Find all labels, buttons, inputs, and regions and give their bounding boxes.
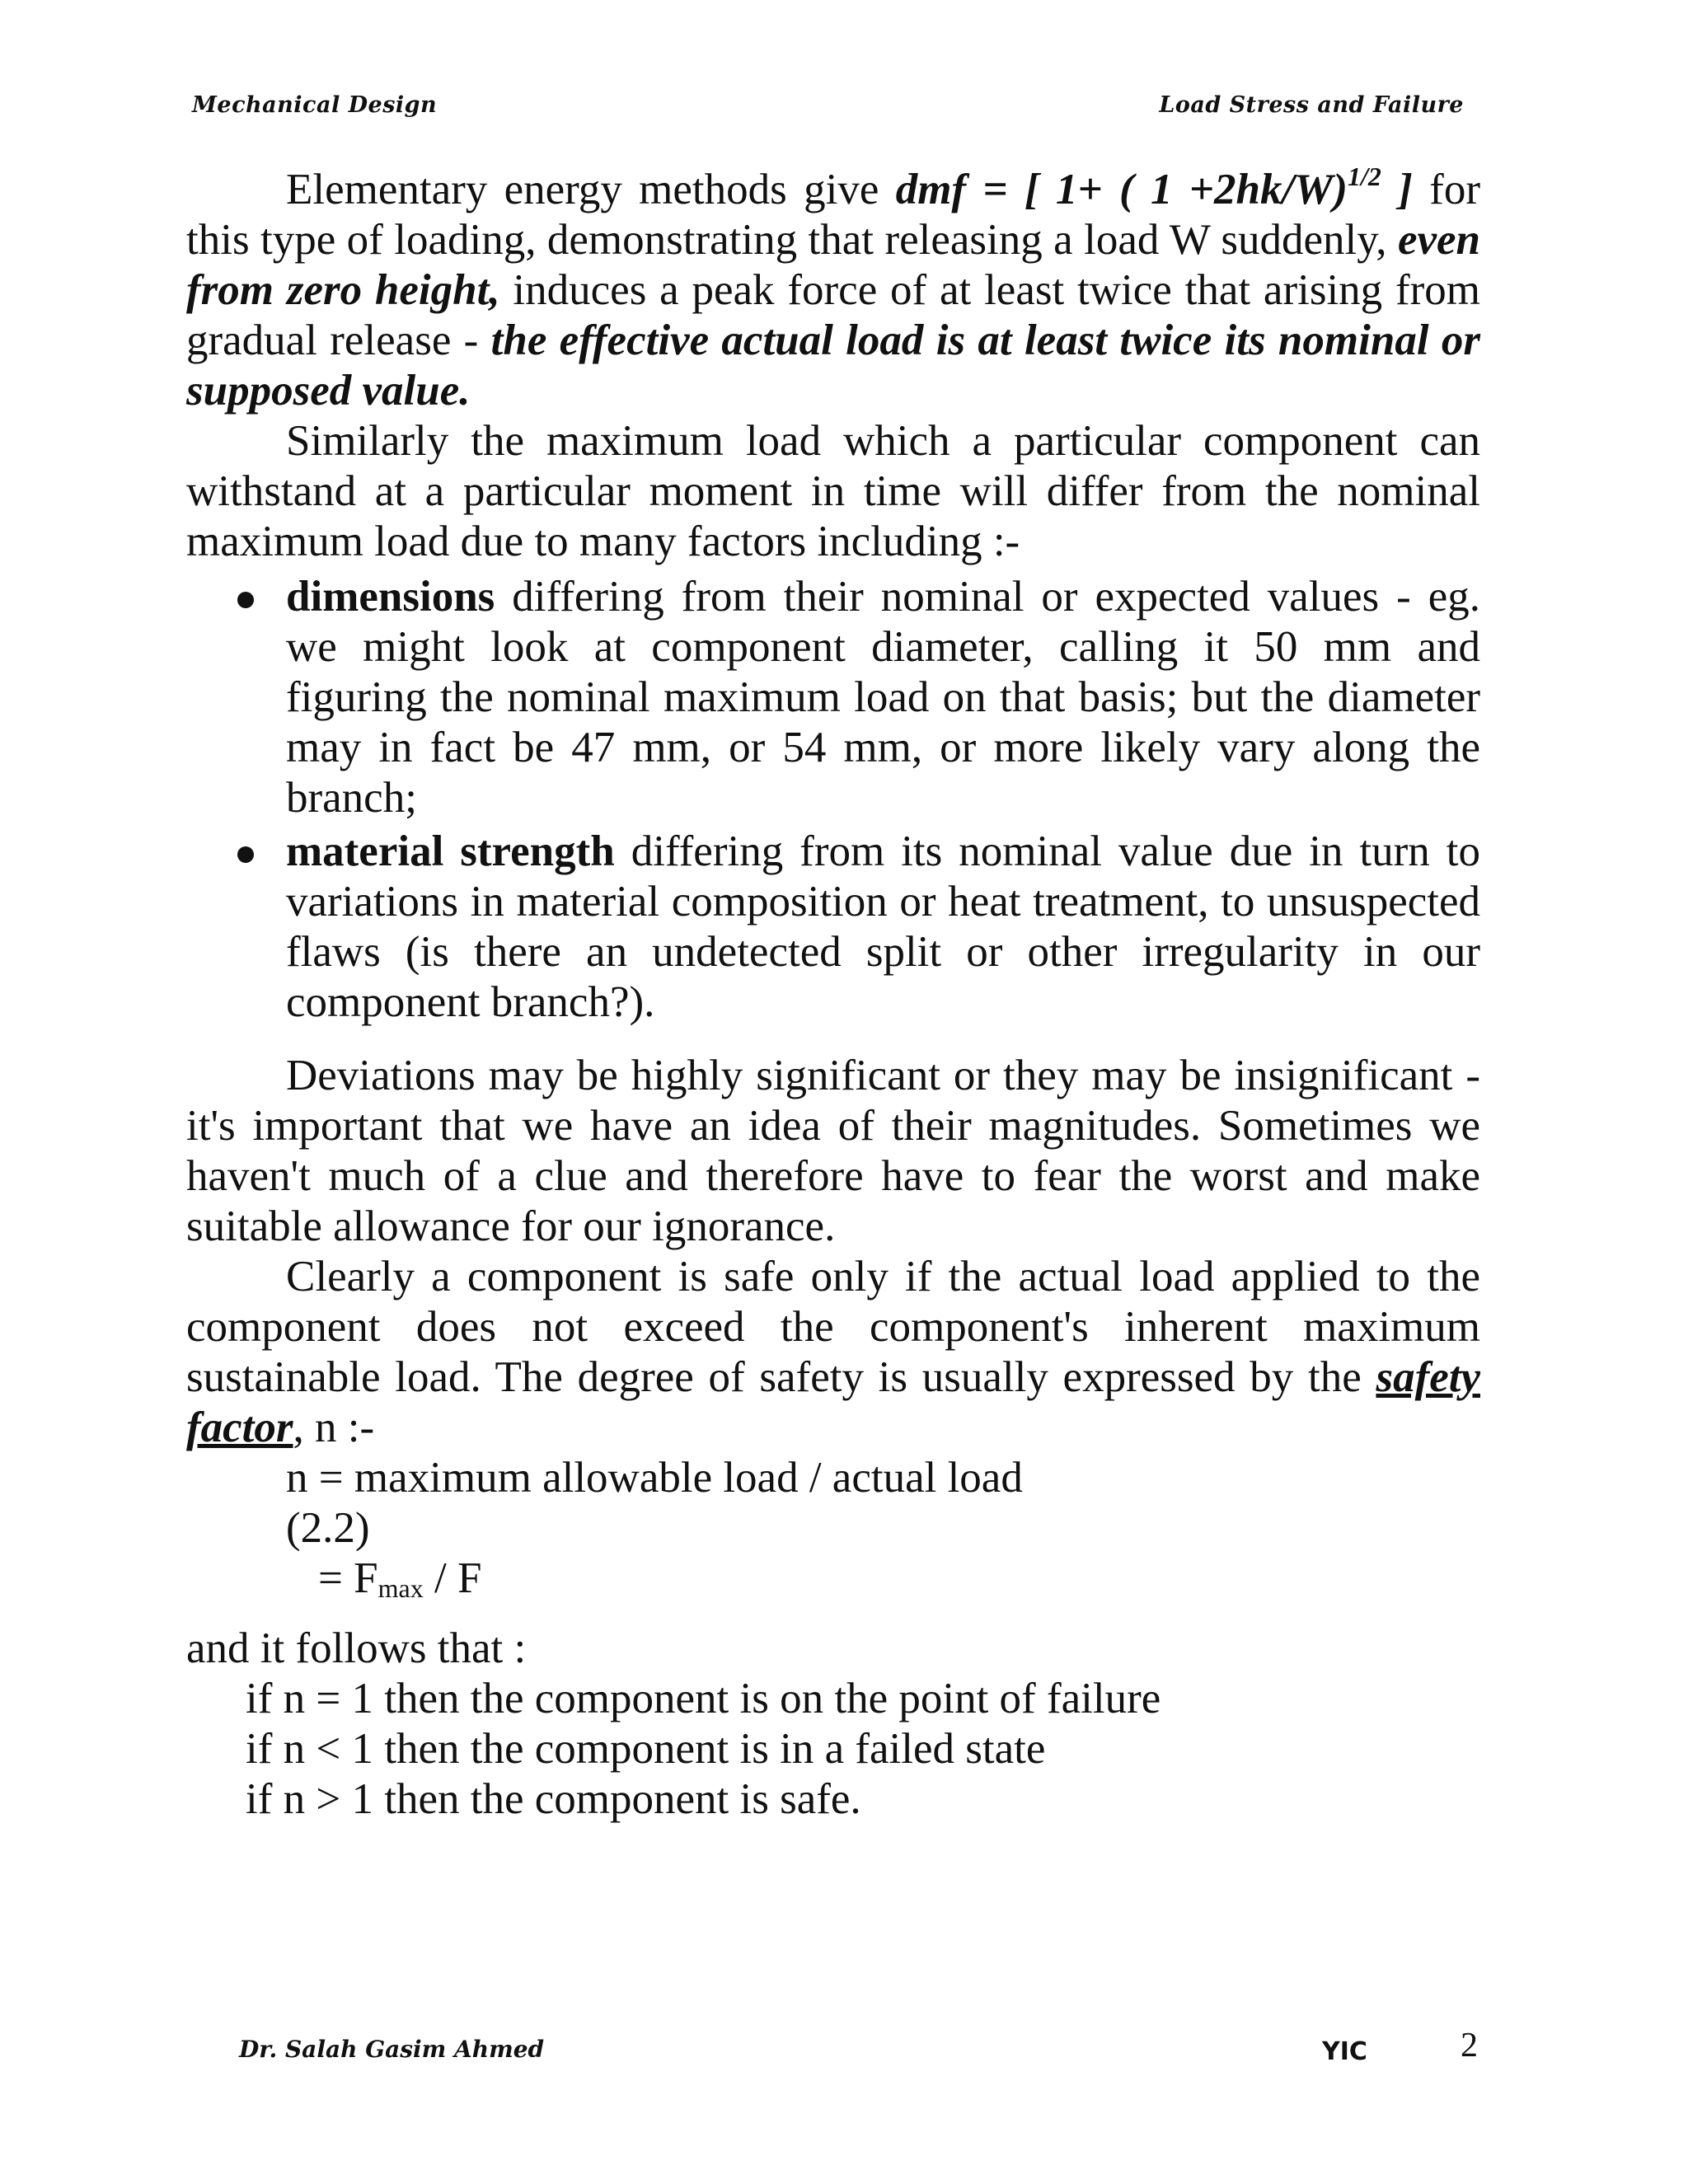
para1-text-1: Elementary energy methods give	[286, 166, 896, 213]
condition-2: if n < 1 then the component is in a failed state	[246, 1725, 1046, 1773]
follows-text: and it follows that :	[186, 1624, 527, 1672]
factors-list	[186, 572, 1480, 1028]
para4-text-1: Clearly a component is safe only if the actual load applied to the component does not exceed the component's inherent maximum sustainable load. The degree of safety is usually expressed by the	[186, 1253, 1480, 1401]
bullet-term: material strength	[286, 827, 615, 875]
footer-org: YIC	[1322, 2037, 1367, 2066]
bullet-icon	[237, 846, 254, 863]
bullet-text: differing from its nominal value due in turn to variations in material composition or heat treatment, to unsuspected flaws (is there an undetected split or other irregularity in our component branch?).	[286, 827, 1480, 1026]
formula-end: ]	[1381, 166, 1413, 213]
bullet-term: dimensions	[286, 573, 495, 621]
bullet-text: differing from their nominal or expected values - eg. we might look at component diameter, calling it 50 mm and figuring the nominal maximum load on that basis; but the diameter may in fact be 47 mm, or 54 mm, or more likely vary along the branch;	[286, 573, 1480, 822]
paragraph-maximum-load: Similarly the maximum load which a particular component can withstand at a particular moment in time will differ from the nominal maximum load due to many factors including :-	[186, 417, 1480, 565]
paragraph-energy-methods	[186, 162, 1481, 416]
formula-dmf	[895, 162, 1413, 213]
equation-number: (2.2)	[286, 1504, 370, 1552]
emphasis-zero-height: even from zero height,	[186, 216, 1480, 314]
condition-1: if n = 1 then the component is on the point of failure	[246, 1675, 1161, 1722]
equation-line-1: n = maximum allowable load / actual load	[286, 1454, 1023, 1502]
footer-author: Dr. Salah Gasim Ahmed	[239, 2036, 545, 2063]
safety-factor-link[interactable]: safety factor	[186, 1353, 1480, 1451]
condition-3: if n > 1 then the component is safe.	[246, 1775, 861, 1823]
bullet-icon	[237, 592, 254, 608]
paragraph-deviations: Deviations may be highly significant or they may be insignificant - it's important that we have an idea of their magnitudes. Sometimes we haven't much of a clue and therefore have to fear the worst and make suitable allowance for our ignorance.	[186, 1052, 1480, 1250]
equation-line-2	[186, 1554, 1480, 1604]
para4-text-2: , n :-	[293, 1404, 375, 1451]
formula-main: dmf = [ 1+ ( 1 +2hk/W)	[895, 166, 1348, 213]
paragraph-safety	[186, 1252, 1480, 1453]
equation-end: / F	[423, 1554, 482, 1602]
para1-text-3: induces a peak force of at least twice that arising from gradual release -	[186, 266, 1481, 364]
equation-subscript: max	[377, 1573, 424, 1603]
formula-exponent: 1/2	[1347, 162, 1381, 191]
list-item-dimensions	[186, 572, 1480, 823]
equation-fmax: = F	[318, 1554, 378, 1602]
para1-text-2: for this type of loading, demonstrating that releasing a load W suddenly,	[186, 166, 1480, 264]
page-body	[186, 162, 1481, 1825]
header-right: Load Stress and Failure	[1159, 92, 1464, 118]
header-left: Mechanical Design	[192, 92, 438, 118]
list-item-material-strength	[186, 827, 1480, 1028]
emphasis-effective-load: the effective actual load is at least twice its nominal or supposed value.	[186, 316, 1481, 415]
page-number: 2	[1461, 2027, 1478, 2064]
